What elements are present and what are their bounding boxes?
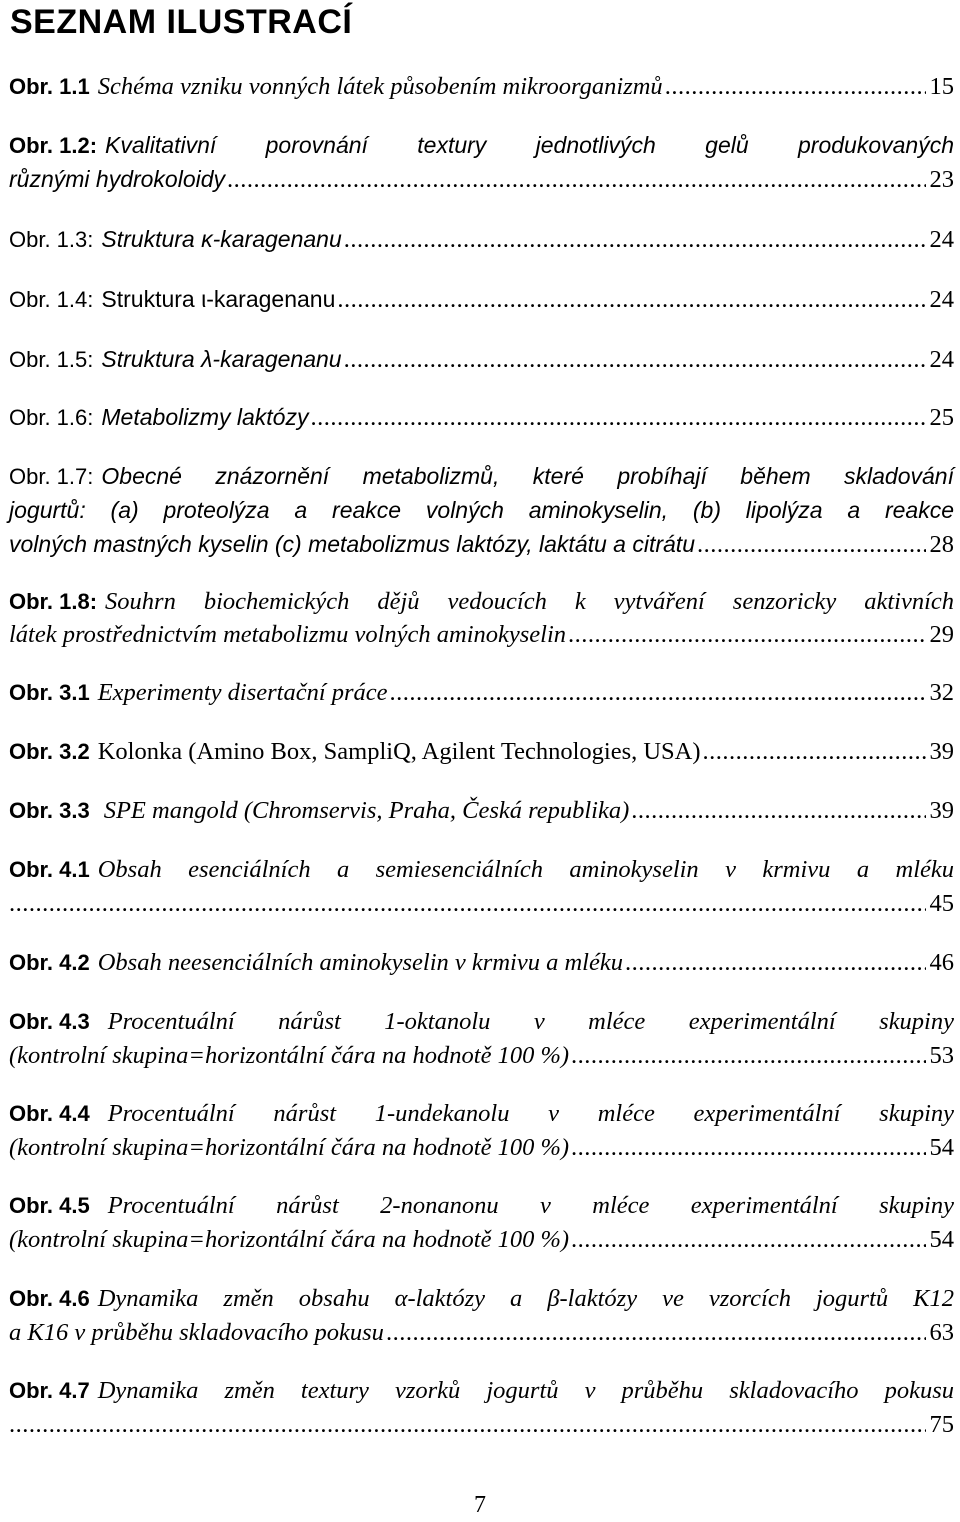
figure-caption: Procentuální nárůst 1-oktanolu v mléce experimentální skupiny	[107, 1008, 954, 1035]
figure-caption-cont: (kontrolní skupina=horizontální čára na hodnotě 100 %)	[9, 1226, 570, 1253]
toc-entry-3-1[interactable]	[9, 676, 954, 710]
toc-entry-1-7[interactable]	[9, 459, 954, 493]
figure-ref: Obr. 3.3	[9, 798, 90, 823]
figure-caption: Schéma vzniku vonných látek působením mikroorganizmů	[97, 73, 663, 100]
toc-entry-1-5[interactable]	[9, 342, 954, 376]
page-ref: 75	[929, 1411, 954, 1438]
toc-entry-3-3[interactable]	[9, 794, 954, 828]
leader-dots	[571, 1131, 925, 1165]
figure-caption: Procentuální nárůst 2-nonanonu v mléce experimentální skupiny	[107, 1192, 954, 1219]
toc-entry-4-5-cont[interactable]	[9, 1223, 954, 1257]
leader-dots	[344, 343, 926, 377]
leader-dots	[697, 528, 926, 562]
figure-caption-cont: volných mastných kyselin (c) metabolizmus laktózy, laktátu a citrátu	[9, 531, 695, 557]
leader-dots	[344, 223, 926, 257]
figure-caption-cont: (kontrolní skupina=horizontální čára na hodnotě 100 %)	[9, 1134, 570, 1161]
page-ref: 24	[929, 226, 954, 253]
figure-caption: Experimenty disertační práce	[97, 679, 388, 706]
toc-entry-1-2[interactable]	[9, 128, 954, 162]
page-ref: 54	[929, 1226, 954, 1253]
figure-ref: Obr. 4.4	[9, 1101, 90, 1126]
toc-entry-4-5[interactable]	[9, 1189, 954, 1223]
figure-ref: Obr. 4.2	[9, 950, 90, 975]
figure-ref: Obr. 4.7	[9, 1378, 90, 1403]
figure-caption-cont: různými hydrokoloidy	[9, 166, 226, 192]
figure-caption-cont: látek prostřednictvím metabolizmu volných aminokyselin	[9, 621, 567, 648]
page-ref: 63	[929, 1319, 954, 1346]
toc-entry-4-6-cont[interactable]	[9, 1316, 954, 1350]
page-ref: 32	[929, 679, 954, 706]
leader-dots	[703, 735, 926, 769]
figure-caption: Metabolizmy laktózy	[101, 404, 309, 430]
page-title: SEZNAM ILUSTRACÍ	[10, 3, 353, 41]
figure-ref: Obr. 3.1	[9, 680, 90, 705]
leader-dots	[571, 1039, 925, 1073]
toc-entry-1-7-cont[interactable]	[9, 493, 954, 527]
figure-ref: Obr. 4.5	[9, 1193, 90, 1218]
figure-ref: Obr. 1.8:	[9, 589, 98, 614]
figure-caption: Struktura ι-karagenanu	[101, 286, 336, 312]
toc-entry-3-2[interactable]	[9, 735, 954, 769]
figure-caption: Obsah esenciálních a semiesenciálních aminokyselin v krmivu a mléku	[97, 856, 954, 883]
figure-ref: Obr. 1.2:	[9, 133, 98, 158]
toc-entry-1-3[interactable]	[9, 222, 954, 256]
toc-entry-4-1[interactable]	[9, 853, 954, 887]
page-ref: 39	[929, 738, 954, 765]
leader-dots	[568, 618, 925, 652]
figure-caption-cont: (kontrolní skupina=horizontální čára na hodnotě 100 %)	[9, 1042, 570, 1069]
page-ref: 45	[929, 890, 954, 917]
figure-ref: Obr. 1.3:	[9, 227, 94, 252]
page-number: 7	[474, 1492, 486, 1518]
figure-caption: Dynamika změn textury vzorků jogurtů v průběhu skladovacího pokusu	[97, 1377, 954, 1404]
page-ref: 23	[929, 166, 954, 193]
toc-entry-4-7[interactable]	[9, 1374, 954, 1408]
page-ref: 53	[929, 1042, 954, 1069]
figure-ref: Obr. 4.6	[9, 1286, 90, 1311]
toc-entry-1-4[interactable]	[9, 282, 954, 316]
leader-dots	[386, 1316, 926, 1350]
page-ref: 24	[929, 286, 954, 313]
page-ref: 39	[929, 797, 954, 824]
figure-caption: Obsah neesenciálních aminokyselin v krmivu a mléku	[97, 949, 623, 976]
figure-caption-cont: a K16 v průběhu skladovacího pokusu	[9, 1319, 384, 1346]
toc-entry-4-4-cont[interactable]	[9, 1131, 954, 1165]
page-ref: 29	[929, 621, 954, 648]
page-ref: 24	[929, 346, 954, 373]
figure-caption-cont: jogurtů: (a) proteolýza a reakce volných aminokyselin, (b) lipolýza a reakce	[9, 497, 954, 523]
figure-caption: Kvalitativní porovnání textury jednotlivých gelů produkovaných	[105, 132, 954, 158]
leader-dots	[337, 283, 925, 317]
figure-caption: Procentuální nárůst 1-undekanolu v mléce experimentální skupiny	[107, 1100, 954, 1127]
figure-caption: SPE mangold (Chromservis, Praha, Česká republika)	[103, 797, 630, 824]
figure-ref: Obr. 3.2	[9, 739, 90, 764]
toc-entry-1-8-cont[interactable]	[9, 618, 954, 652]
figure-ref: Obr. 1.5:	[9, 347, 94, 372]
toc-entry-4-6[interactable]	[9, 1282, 954, 1316]
leader-dots	[665, 70, 926, 104]
toc-entry-1-1[interactable]	[9, 70, 954, 104]
figure-caption: Obecné znázornění metabolizmů, které probíhají během skladování	[101, 463, 954, 489]
page-ref: 15	[929, 73, 954, 100]
figure-caption: Souhrn biochemických dějů vedoucích k vytváření senzoricky aktivních	[105, 588, 954, 615]
page-ref: 25	[929, 404, 954, 431]
leader-dots	[310, 401, 925, 435]
leader-dots	[571, 1223, 925, 1257]
figure-caption: Dynamika změn obsahu α-laktózy a β-laktózy ve vzorcích jogurtů K12	[97, 1285, 954, 1312]
figure-ref: Obr. 1.1	[9, 74, 90, 99]
figure-ref: Obr. 1.7:	[9, 464, 94, 489]
toc-entry-4-7-cont[interactable]	[9, 1408, 954, 1442]
page-ref: 54	[929, 1134, 954, 1161]
toc-entry-1-6[interactable]	[9, 400, 954, 434]
leader-dots	[625, 946, 926, 980]
figure-ref: Obr. 4.3	[9, 1009, 90, 1034]
toc-entry-1-8[interactable]	[9, 585, 954, 619]
toc-entry-4-3-cont[interactable]	[9, 1039, 954, 1073]
page-ref: 46	[929, 949, 954, 976]
leader-dots	[9, 1408, 926, 1442]
figure-ref: Obr. 4.1	[9, 857, 90, 882]
toc-entry-4-2[interactable]	[9, 946, 954, 980]
figure-ref: Obr. 1.4:	[9, 287, 94, 312]
leader-dots	[227, 163, 925, 197]
leader-dots	[390, 676, 926, 710]
figure-caption: Kolonka (Amino Box, SampliQ, Agilent Technologies, USA)	[97, 738, 701, 765]
toc-entry-4-1-cont[interactable]	[9, 887, 954, 921]
figure-ref: Obr. 1.6:	[9, 405, 94, 430]
toc-entry-4-4[interactable]	[9, 1097, 954, 1131]
toc-entry-4-3[interactable]	[9, 1005, 954, 1039]
figure-caption: Struktura λ-karagenanu	[101, 346, 342, 372]
leader-dots	[631, 794, 925, 828]
page-ref: 28	[929, 531, 954, 558]
toc-entry-1-7-cont2[interactable]	[9, 527, 954, 561]
toc-entry-1-2-cont[interactable]	[9, 162, 954, 196]
leader-dots	[9, 887, 926, 921]
figure-caption: Struktura κ-karagenanu	[101, 226, 342, 252]
